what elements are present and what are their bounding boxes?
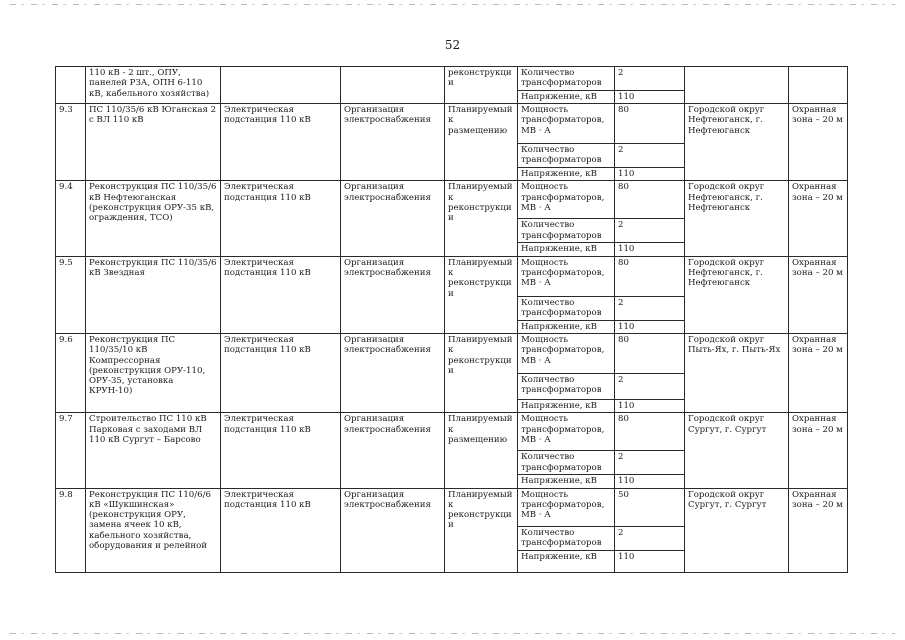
object-location: Городской округ Пыть-Ях, г. Пыть-Ях	[685, 333, 789, 412]
object-location: Городской округ Сургут, г. Сургут	[685, 488, 789, 572]
param-value: 2	[615, 373, 685, 399]
param-value: 110	[615, 399, 685, 412]
object-zone: Охранная зона – 20 м	[789, 256, 848, 333]
object-location: Городской округ Нефтеюганск, г. Нефтеюганск	[685, 181, 789, 256]
scan-noise-bottom	[10, 633, 895, 634]
object-status: Планируемый к реконструкци и	[445, 488, 518, 572]
object-type: Организация электроснабжения	[341, 413, 445, 488]
table-row-continued	[56, 67, 848, 91]
row-number	[56, 67, 86, 104]
param-value: 80	[615, 256, 685, 296]
param-value: 110	[615, 475, 685, 488]
object-type: Организация электроснабжения	[341, 181, 445, 256]
object-status: Планируемый к реконструкци и	[445, 333, 518, 412]
row-number: 9.4	[56, 181, 86, 256]
object-purpose	[221, 67, 341, 104]
param-label: Мощность трансформаторов, МВ · А	[518, 413, 615, 451]
row-number: 9.7	[56, 413, 86, 488]
object-name: Реконструкция ПС 110/6/6 кВ «Шукшинская» (реконструкция ОРУ, замена ячеек 10 кВ, кабельного хозяйства, оборудования и релейной	[86, 488, 221, 572]
table-row	[56, 256, 848, 296]
table-row	[56, 103, 848, 143]
param-label: Количество трансформаторов	[518, 296, 615, 320]
object-type: Организация электроснабжения	[341, 103, 445, 180]
param-value: 80	[615, 181, 685, 219]
object-location: Городской округ Нефтеюганск, г. Нефтеюганск	[685, 103, 789, 180]
object-name: Реконструкция ПС 110/35/10 кВ Компрессорная (реконструкция ОРУ-110, ОРУ-35, установка КРУН-10)	[86, 333, 221, 412]
param-label: Мощность трансформаторов, МВ · А	[518, 103, 615, 143]
object-name: ПС 110/35/6 кВ Юганская 2 с ВЛ 110 кВ	[86, 103, 221, 180]
object-status: Планируемый к реконструкци и	[445, 181, 518, 256]
row-number: 9.5	[56, 256, 86, 333]
param-value: 110	[615, 167, 685, 180]
object-purpose: Электрическая подстанция 110 кВ	[221, 181, 341, 256]
object-zone: Охранная зона – 20 м	[789, 488, 848, 572]
object-zone: Охранная зона – 20 м	[789, 103, 848, 180]
param-value: 80	[615, 333, 685, 373]
param-value: 110	[615, 243, 685, 256]
param-label: Мощность трансформаторов, МВ · А	[518, 181, 615, 219]
param-value: 110	[615, 550, 685, 572]
param-value: 110	[615, 320, 685, 333]
objects-table-body	[56, 67, 848, 573]
param-label: Напряжение, кВ	[518, 167, 615, 180]
object-type: Организация электроснабжения	[341, 488, 445, 572]
object-status: Планируемый к реконструкци и	[445, 256, 518, 333]
param-label: Напряжение, кВ	[518, 90, 615, 103]
object-zone: Охранная зона – 20 м	[789, 181, 848, 256]
object-type	[341, 67, 445, 104]
object-location	[685, 67, 789, 104]
object-zone: Охранная зона – 20 м	[789, 413, 848, 488]
param-value: 2	[615, 526, 685, 550]
param-label: Количество трансформаторов	[518, 143, 615, 167]
object-name: Реконструкция ПС 110/35/6 кВ Звездная	[86, 256, 221, 333]
object-location: Городской округ Сургут, г. Сургут	[685, 413, 789, 488]
table-row	[56, 181, 848, 219]
row-number: 9.3	[56, 103, 86, 180]
row-number: 9.6	[56, 333, 86, 412]
param-value: 2	[615, 219, 685, 243]
table-row	[56, 413, 848, 451]
object-zone: Охранная зона – 20 м	[789, 333, 848, 412]
param-label: Количество трансформаторов	[518, 219, 615, 243]
param-label: Количество трансформаторов	[518, 451, 615, 475]
object-name: Строительство ПС 110 кВ Парковая с заходами ВЛ 110 кВ Сургут – Барсово	[86, 413, 221, 488]
object-status: реконструкци и	[445, 67, 518, 104]
object-name: 110 кВ - 2 шт., ОПУ, панелей РЗА, ОПН 6-110 кВ, кабельного хозяйства)	[86, 67, 221, 104]
param-label: Мощность трансформаторов, МВ · А	[518, 333, 615, 373]
param-value: 2	[615, 143, 685, 167]
param-label: Напряжение, кВ	[518, 243, 615, 256]
object-type: Организация электроснабжения	[341, 333, 445, 412]
param-label: Количество трансформаторов	[518, 526, 615, 550]
row-number: 9.8	[56, 488, 86, 572]
table-row	[56, 488, 848, 526]
param-value: 2	[615, 296, 685, 320]
object-purpose: Электрическая подстанция 110 кВ	[221, 488, 341, 572]
param-value: 2	[615, 67, 685, 91]
param-label: Напряжение, кВ	[518, 550, 615, 572]
param-label: Напряжение, кВ	[518, 320, 615, 333]
object-zone	[789, 67, 848, 104]
param-value: 80	[615, 103, 685, 143]
param-value: 110	[615, 90, 685, 103]
table-row	[56, 333, 848, 373]
param-label: Мощность трансформаторов, МВ · А	[518, 488, 615, 526]
object-status: Планируемый к размещению	[445, 413, 518, 488]
object-purpose: Электрическая подстанция 110 кВ	[221, 333, 341, 412]
objects-table	[55, 66, 848, 573]
param-label: Мощность трансформаторов, МВ · А	[518, 256, 615, 296]
object-location: Городской округ Нефтеюганск, г. Нефтеюганск	[685, 256, 789, 333]
page-number: 52	[444, 38, 461, 52]
param-label: Напряжение, кВ	[518, 399, 615, 412]
param-value: 2	[615, 451, 685, 475]
param-label: Напряжение, кВ	[518, 475, 615, 488]
param-label: Количество трансформаторов	[518, 373, 615, 399]
object-purpose: Электрическая подстанция 110 кВ	[221, 103, 341, 180]
param-value: 50	[615, 488, 685, 526]
object-type: Организация электроснабжения	[341, 256, 445, 333]
object-purpose: Электрическая подстанция 110 кВ	[221, 256, 341, 333]
object-status: Планируемый к размещению	[445, 103, 518, 180]
scan-noise-top	[10, 4, 895, 5]
param-value: 80	[615, 413, 685, 451]
param-label: Количество трансформаторов	[518, 67, 615, 91]
object-name: Реконструкция ПС 110/35/6 кВ Нефтеюганская (реконструкция ОРУ-35 кВ, ограждения, ТСО)	[86, 181, 221, 256]
object-purpose: Электрическая подстанция 110 кВ	[221, 413, 341, 488]
